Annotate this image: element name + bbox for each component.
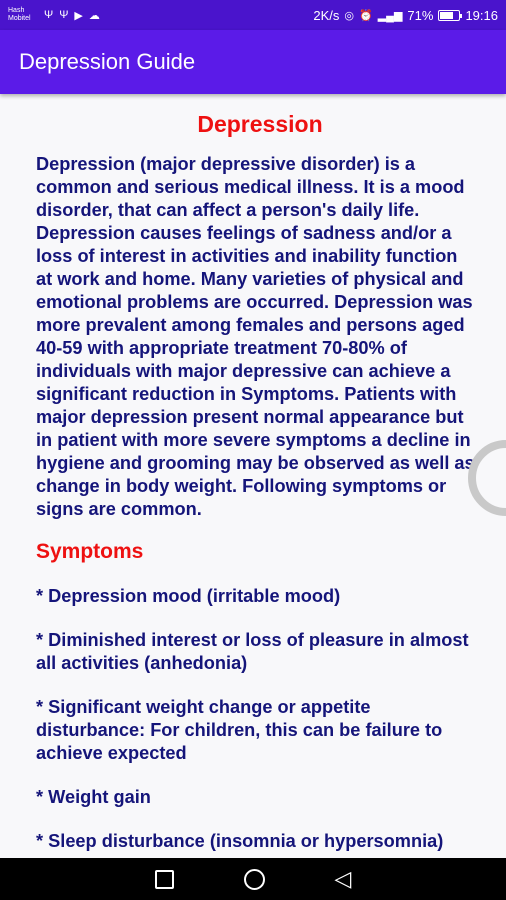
alarm-icon: ⏰ (359, 9, 373, 22)
usb-icon: Ψ (59, 9, 69, 21)
app-title: Depression Guide (19, 49, 196, 74)
recents-button[interactable] (155, 870, 174, 889)
status-left (8, 7, 100, 23)
status-bar (0, 0, 506, 30)
symptom-item: * Depression mood (irritable mood) (36, 586, 341, 606)
back-button[interactable]: ◁ (334, 866, 352, 891)
cloud-icon: ☁ (88, 9, 100, 22)
article-content[interactable] (0, 94, 506, 858)
clock: 19:16 (465, 7, 498, 23)
symptoms-heading: Symptoms (36, 540, 144, 563)
app-bar (0, 30, 506, 94)
hotspot-icon: ◎ (344, 9, 354, 22)
network-speed: 2K/s (313, 7, 340, 23)
battery-percent: 71% (407, 7, 434, 23)
signal-icon: ▂▄▆ (377, 9, 403, 22)
article-paragraph: Depression (major depressive disorder) is a common and serious medical illness. It is a mood disorder, that can affect a person's daily life. Depression causes feelings of sadness and/or a loss of interest in activities and inability function at work and home. Many varieties of physical and emotional problems are occurred. Depression was more prevalent among females and persons aged 40-59 with appropriate treatment 70-80% of individuals with major depressive can achieve a significant reduction in Symptoms. Patients with major depression present normal appearance but in patient with more severe symptoms a decline in hygiene and grooming may be observed as well as change in body weight. Following symptoms or signs are common. (36, 154, 475, 519)
navigation-bar (0, 858, 506, 900)
symptom-item: * Weight gain (36, 787, 151, 807)
status-right (313, 8, 498, 23)
battery-icon (438, 10, 460, 21)
youtube-icon: ▶ (74, 9, 83, 22)
symptom-item: * Sleep disturbance (insomnia or hypersomnia) (36, 831, 444, 851)
home-button[interactable] (244, 869, 265, 890)
carrier-name: Hash Mobitel (8, 7, 31, 22)
article-heading: Depression (197, 111, 323, 137)
usb-icon: Ψ (44, 9, 54, 21)
symptom-item: * Diminished interest or loss of pleasure in almost all activities (anhedonia) (36, 630, 469, 673)
symptom-item: * Significant weight change or appetite disturbance: For children, this can be failure to achieve expected (36, 697, 443, 763)
